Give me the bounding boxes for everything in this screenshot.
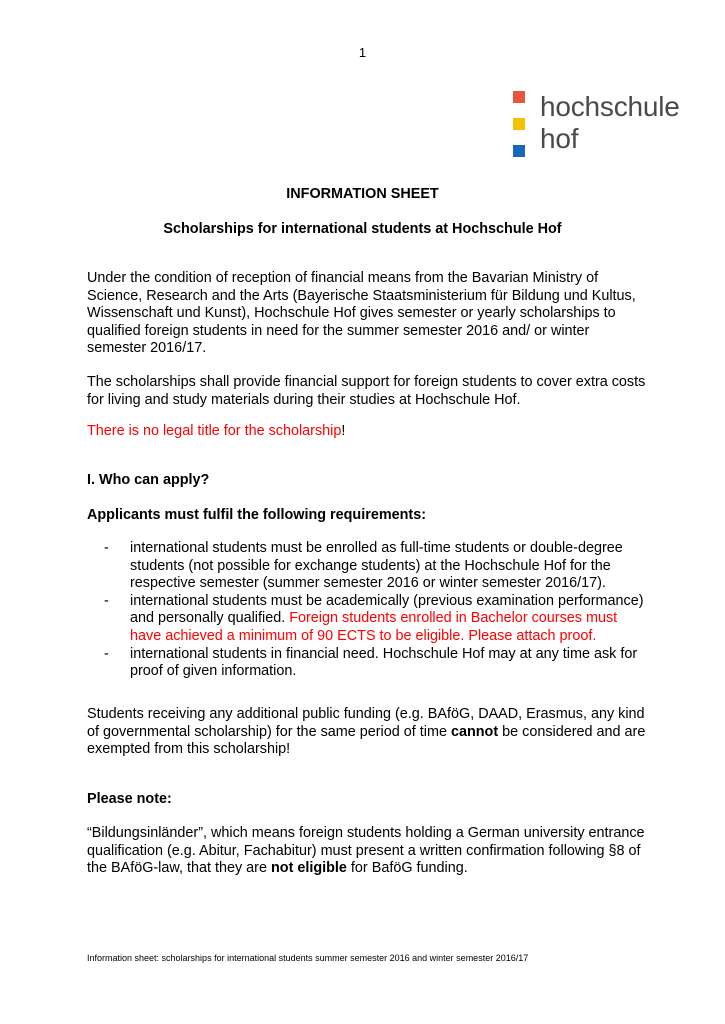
note-text-before: “Bildungsinländer”, which means foreign students holding a German university entrance qualification (e.g. Abitur, Fachabitur) must present a written confirmation following §8 of the BAföG-law, that they are (87, 825, 645, 877)
note-text-after: for BaföG funding. (346, 860, 468, 877)
list-item-text: international students in financial need. Hochschule Hof may at any time ask for proof of given information. (130, 645, 638, 680)
funding-text-after: be considered and are exempted from this scholarship! (87, 723, 646, 758)
document-title: INFORMATION SHEET (286, 186, 439, 202)
list-item-red-text: Foreign students enrolled in Bachelor courses must have achieved a minimum of 90 ECTS to be eligible. Please attach proof. (130, 610, 618, 644)
requirements-list (104, 540, 649, 681)
additional-funding-paragraph (87, 706, 647, 759)
page-footer: Information sheet: scholarships for international students summer semester 2016 and winter semester 2016/17 (87, 953, 529, 963)
logo-text-line1: hochschule (540, 91, 680, 122)
funding-text-bold: cannot (450, 723, 499, 740)
note-text-bold: not eligible (270, 860, 347, 877)
legal-title-notice (87, 423, 647, 441)
purpose-paragraph: The scholarships shall provide financial support for foreign students to cover extra costs for living and study materials during their studies at Hochschule Hof. (87, 374, 646, 408)
please-note-heading: Please note: (87, 791, 172, 807)
bullet-dash: - (104, 592, 109, 609)
hochschule-hof-logo (513, 91, 703, 161)
bullet-dash: - (104, 540, 109, 556)
document-subtitle: Scholarships for international students at Hochschule Hof (163, 221, 562, 237)
list-item (104, 540, 649, 593)
list-item (104, 646, 649, 681)
list-item (104, 593, 649, 646)
legal-title-red-text: There is no legal title for the scholarship (87, 423, 342, 439)
legal-title-end: ! (341, 423, 346, 439)
page-number: 1 (358, 45, 367, 60)
intro-paragraph: Under the condition of reception of financial means from the Bavarian Ministry of Science, Research and the Arts (Bayerische Staatsministerium für Bildung und Kultus, Wissenschaft und Kunst), Hochschule Hof gives semester or yearly scholarships to qualified foreign students in need for the summer semester 2016 and/ or winter semester 2016/17. (87, 270, 636, 357)
list-item-text: international students must be enrolled as full-time students or double-degree students (not possible for exchange students) at the Hochschule Hof for the respective semester (summer semester 2016 or winter semester 2016/17). (130, 540, 623, 592)
bullet-dash: - (104, 645, 109, 662)
logo-square-red (513, 91, 525, 103)
funding-text-before: Students receiving any additional public funding (e.g. BAföG, DAAD, Erasmus, any kind of governmental scholarship) for the same period of time (87, 706, 645, 740)
section-heading-who-can-apply: I. Who can apply? (87, 472, 210, 488)
logo-square-yellow (513, 118, 525, 130)
logo-text-line2: hof (540, 123, 579, 154)
please-note-paragraph (87, 825, 647, 878)
list-item-text: international students must be academically (previous examination performance) and personally qualified. (130, 592, 644, 627)
logo-square-blue (513, 145, 525, 157)
requirements-heading: Applicants must fulfil the following requirements: (87, 507, 426, 523)
